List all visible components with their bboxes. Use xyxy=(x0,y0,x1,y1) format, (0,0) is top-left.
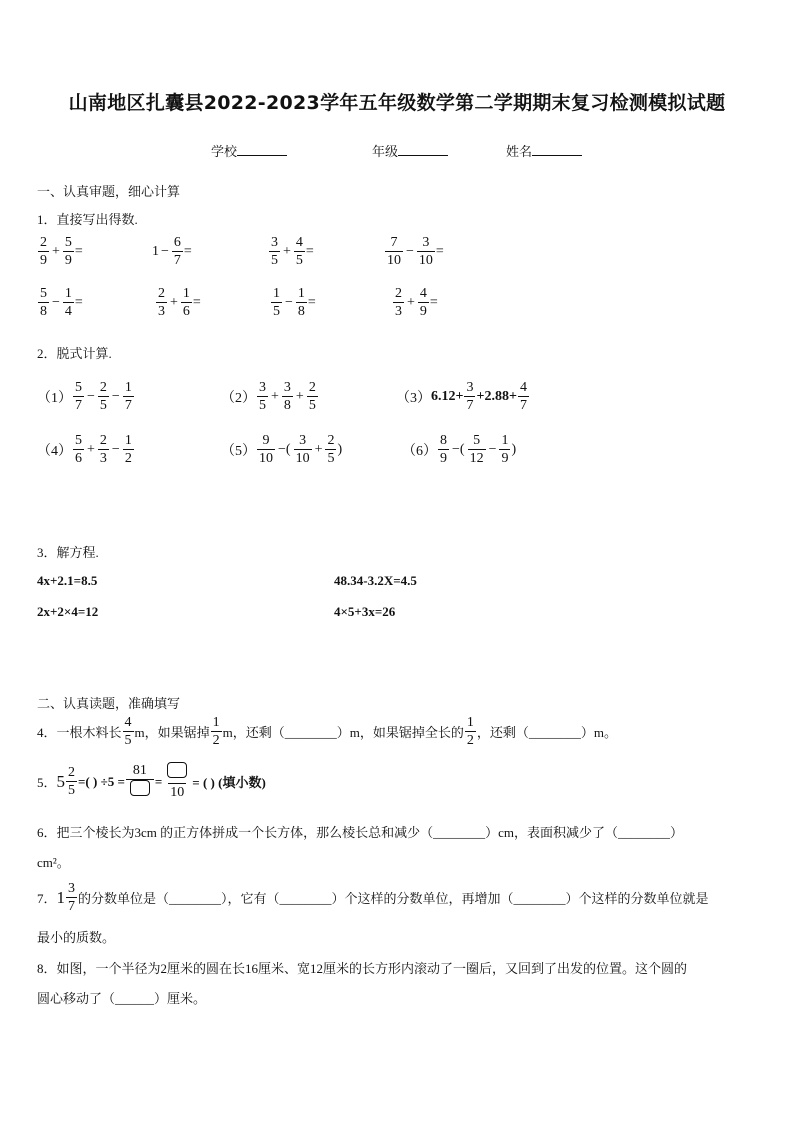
fraction: $\frac{4}{5}$ xyxy=(295,235,303,268)
q4: 4．一根木料长 4 5 m，如果锯掉 1 2 m，还剩（________）m，如果锯掉全长的 1 2 ，还剩（________）m。 xyxy=(37,715,617,748)
section-1-title: 一、认真审题，细心计算 xyxy=(37,184,181,199)
equation-3: 2x+2×4=12 xyxy=(37,604,99,619)
q7-line-2: 最小的质数。 xyxy=(37,930,116,945)
q6-line-1: 6．把三个棱长为3cm 的正方体拼成一个长方体，那么棱长总和减少（________）cm，表面积减少了（________） xyxy=(37,825,684,840)
school-label: 学校 xyxy=(211,144,238,159)
name-blank[interactable] xyxy=(532,143,582,156)
fraction: $\frac{4}{9}$ xyxy=(419,286,427,319)
q2-item-3: （3） 6.12+ $\frac{3}{7}$ +2.88+ $\frac{4}{7}$ xyxy=(396,380,527,413)
q1-item-8: 2 3 + $\frac{4}{9}$ = xyxy=(395,286,438,319)
fraction: $\frac{5}{9}$ xyxy=(64,235,72,268)
page-title: 山南地区扎囊县2022-2023学年五年级数学第二学期期末复习检测模拟试题 xyxy=(68,92,726,114)
school-field[interactable] xyxy=(211,141,287,160)
fraction: $\frac{6}{7}$ xyxy=(173,235,181,268)
fraction: 7 10 xyxy=(387,235,401,268)
q8-line-1: 8．如图，一个半径为2厘米的圆在长16厘米、宽12厘米的长方形内滚动了一圈后，又回到了出发的位置。这个圆的 xyxy=(37,961,688,976)
fill-box[interactable] xyxy=(167,762,187,778)
q1-item-2: 1 − $\frac{6}{7}$ = xyxy=(152,235,192,268)
q1-item-3: 3 5 + $\frac{4}{5}$ = xyxy=(271,235,314,268)
fraction: 2 3 xyxy=(158,286,165,319)
q6-line-2: cm²。 xyxy=(37,855,70,870)
q2-item-4: （4） 5 6 + $\frac{2}{3}$ − $\frac{1}{2}$ xyxy=(37,433,132,466)
fraction: 2 9 xyxy=(40,235,47,268)
fraction: $\frac{1}{4}$ xyxy=(64,286,72,319)
equation-2: 48.34-3.2X=4.5 xyxy=(334,573,417,588)
q1-item-5: 5 8 − $\frac{1}{4}$ = xyxy=(40,286,83,319)
q8-line-2: 圆心移动了（______）厘米。 xyxy=(37,991,207,1006)
grade-label: 年级 xyxy=(372,144,399,159)
fraction: $\frac{1}{6}$ xyxy=(182,286,190,319)
fraction: $\frac{1}{8}$ xyxy=(297,286,305,319)
fraction: 5 8 xyxy=(40,286,47,319)
q5: 5． 5 $\frac{2}{5}$ =( ) ÷5 = 81 = 10 = ( ) (填小数) xyxy=(37,763,266,800)
equation-4: 4×5+3x=26 xyxy=(334,604,396,619)
fraction: 3 5 xyxy=(271,235,278,268)
q2-item-2: （2） 3 5 + $\frac{3}{8}$ + $\frac{2}{5}$ xyxy=(221,380,316,413)
q2-title: 2．脱式计算. xyxy=(37,346,112,361)
grade-blank[interactable] xyxy=(398,143,448,156)
q2-item-5: （5） 9 10 −( 3 10 + $\frac{2}{5}$ ) xyxy=(221,433,343,466)
fill-box[interactable] xyxy=(130,780,150,796)
section-2-title: 二、认真读题，准确填写 xyxy=(37,696,181,711)
q1-title: 1．直接写出得数. xyxy=(37,212,138,227)
fraction: $\frac{3}{10}$ xyxy=(418,235,433,268)
q3-title: 3．解方程. xyxy=(37,545,99,560)
fraction: 1 5 xyxy=(273,286,280,319)
q1-item-4: 7 10 − $\frac{3}{10}$ = xyxy=(387,235,444,268)
name-field[interactable] xyxy=(506,141,582,160)
equation-1: 4x+2.1=8.5 xyxy=(37,573,98,588)
q1-item-6: 2 3 + $\frac{1}{6}$ = xyxy=(158,286,201,319)
q1-item-1: 2 9 + $\frac{5}{9}$ = xyxy=(40,235,83,268)
name-label: 姓名 xyxy=(506,144,533,159)
grade-field[interactable] xyxy=(372,141,448,160)
fraction: 2 3 xyxy=(395,286,402,319)
q7: 7． 1 3 7 的分数单位是（________），它有（________）个这样的分数单位，再增加（________）个这样的分数单位就是 xyxy=(37,881,709,914)
school-blank[interactable] xyxy=(237,143,287,156)
q1-item-7: 1 5 − $\frac{1}{8}$ = xyxy=(273,286,316,319)
q2-item-6: （6） 8 9 −( 5 12 − $\frac{1}{9}$ ) xyxy=(402,433,517,466)
q2-item-1: （1） 5 7 − $\frac{2}{5}$ − $\frac{1}{7}$ xyxy=(37,380,132,413)
